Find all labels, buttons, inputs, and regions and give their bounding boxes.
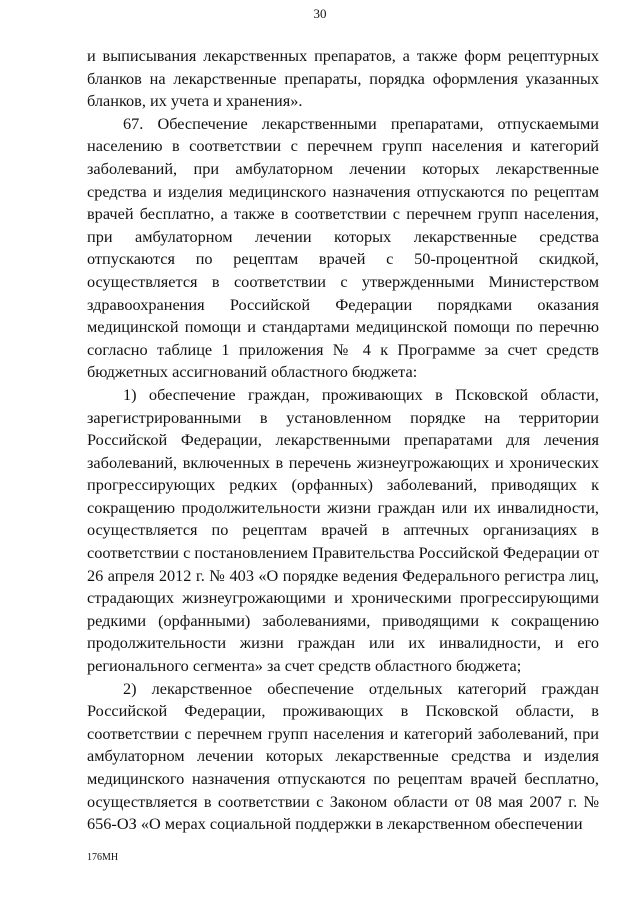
paragraph-subitem-2: 2) лекарственное обеспечение отдельных категорий граждан Российской Федерации, проживающих в Псковской области, в соответствии с перечнем групп населения и категорий заболеваний, при амбулаторном лечении которых лекарственные средства и изделия медицинского назначения отпускаются по рецептам врачей бесплатно, осуществляется в соответствии с Законом области от 08 мая 2007 г. № 656-ОЗ «О мерах социальной поддержки в лекарственном обеспечении: [87, 678, 599, 834]
document-body: [87, 45, 599, 836]
paragraph-item-67: 67. Обеспечение лекарственными препаратами, отпускаемыми населению в соответствии с перечнем групп населения и категорий заболеваний, при амбулаторном лечении которых лекарственные средства и изделия медицинского назначения отпускаются по рецептам врачей бесплатно, а также в соответствии с перечнем групп населения, при амбулаторном лечении которых лекарственные средства отпускаются по рецептам врачей с 50-процентной скидкой, осуществляется в соответствии с утвержденными Министерством здравоохранения Российской Федерации порядками оказания медицинской помощи и стандартами медицинской помощи по перечню согласно таблице 1 приложения № 4 к Программе за счет средств бюджетных ассигнований областного бюджета:: [87, 113, 599, 382]
paragraph-continuation: и выписывания лекарственных препаратов, а также форм рецептурных бланков на лекарственные препараты, порядка оформления указанных бланков, их учета и хранения».: [87, 46, 599, 111]
paragraph-subitem-1: 1) обеспечение граждан, проживающих в Псковской области, зарегистрированными в установленном порядке на территории Российской Федерации, лекарственными препаратами для лечения заболеваний, включенных в перечень жизнеугрожающих и хронических прогрессирующих редких (орфанных) заболеваний, приводящих к сокращению продолжительности жизни граждан или их инвалидности, осуществляется по рецептам врачей в аптечных организациях в соответствии с постановлением Правительства Российской Федерации от 26 апреля 2012 г. № 403 «О порядке ведения Федерального регистра лиц, страдающих жизнеугрожающими и хроническими прогрессирующими редкими (орфанными) заболеваниями, приводящими к сокращению продолжительности жизни граждан или их инвалидности, и его регионального сегмента» за счет средств областного бюджета;: [87, 384, 599, 676]
page-number: 30: [313, 6, 327, 21]
document-code: 176МН: [87, 852, 119, 863]
